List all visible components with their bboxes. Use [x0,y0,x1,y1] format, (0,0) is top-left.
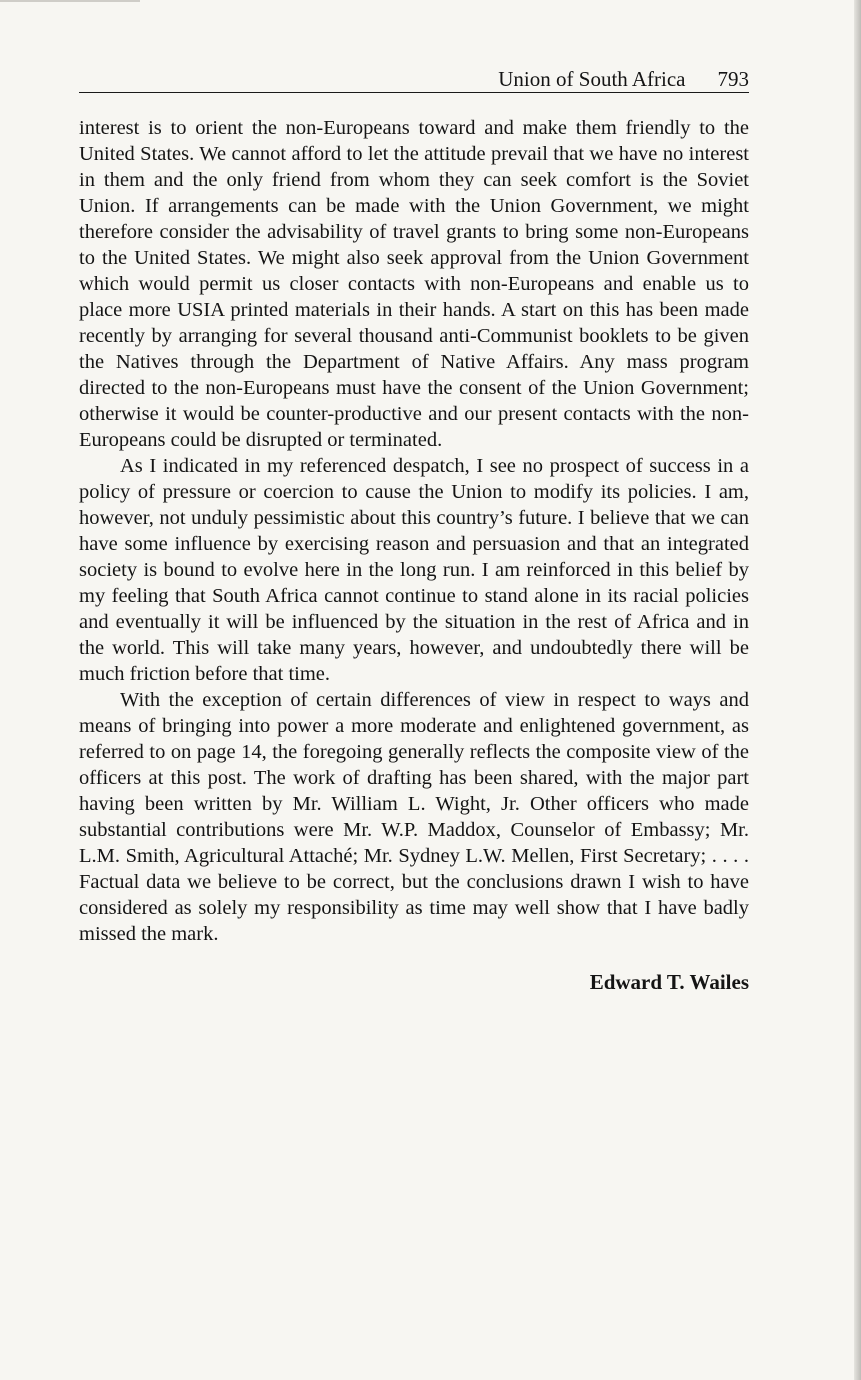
running-head [79,66,749,93]
paragraph-outlook: As I indicated in my referenced despatch, I see no prospect of success in a policy of pressure or coercion to cause the Union to modify its policies. I am, however, not unduly pessimistic about this country’s future. I believe that we can have some influence by exercising reason and persuasion and that an integrated society is bound to evolve here in the long run. I am reinforced in this belief by my feeling that South Africa cannot continue to stand alone in its racial policies and eventually it will be influenced by the situation in the rest of Africa and in the world. This will take many years, however, and undoubtedly there will be much friction before that time. [79,455,749,685]
body-text [79,115,749,947]
paragraph-acknowledgements: With the exception of certain differences of view in respect to ways and means of bringing into power a more moderate and enlightened government, as referred to on page 14, the foregoing generally reflects the composite view of the officers at this post. The work of drafting has been shared, with the major part having been written by Mr. William L. Wight, Jr. Other officers who made substantial contributions were Mr. W.P. Maddox, Counselor of Embassy; Mr. L.M. Smith, Agricultural Attaché; Mr. Sydney L.W. Mellen, First Secretary; . . . . Factual data we believe to be correct, but the conclusions drawn I wish to have considered as solely my responsibility as time may well show that I have badly missed the mark. [79,689,749,945]
running-head-title: Union of South Africa [498,67,686,91]
paragraph-continuation: interest is to orient the non-Europeans toward and make them friendly to the United States. We cannot afford to let the attitude prevail that we have no interest in them and the only friend from whom they can seek comfort is the Soviet Union. If arrangements can be made with the Union Government, we might therefore consider the advisability of travel grants to bring some non-Europeans to the United States. We might also seek approval from the Union Government which would permit us closer contacts with non-Europeans and enable us to place more USIA printed materials in their hands. A start on this has been made recently by arranging for several thousand anti-Communist booklets to be given the Natives through the Department of Native Affairs. Any mass program directed to the non-Europeans must have the consent of the Union Government; otherwise it would be counter-productive and our present contacts with the non-Europeans could be disrupted or terminated. [79,117,749,451]
scan-edge-top [0,0,140,2]
signature: Edward T. Wailes [589,970,749,994]
scan-edge-right [854,0,861,1380]
page-number: 793 [717,67,749,91]
document-page [79,66,749,995]
